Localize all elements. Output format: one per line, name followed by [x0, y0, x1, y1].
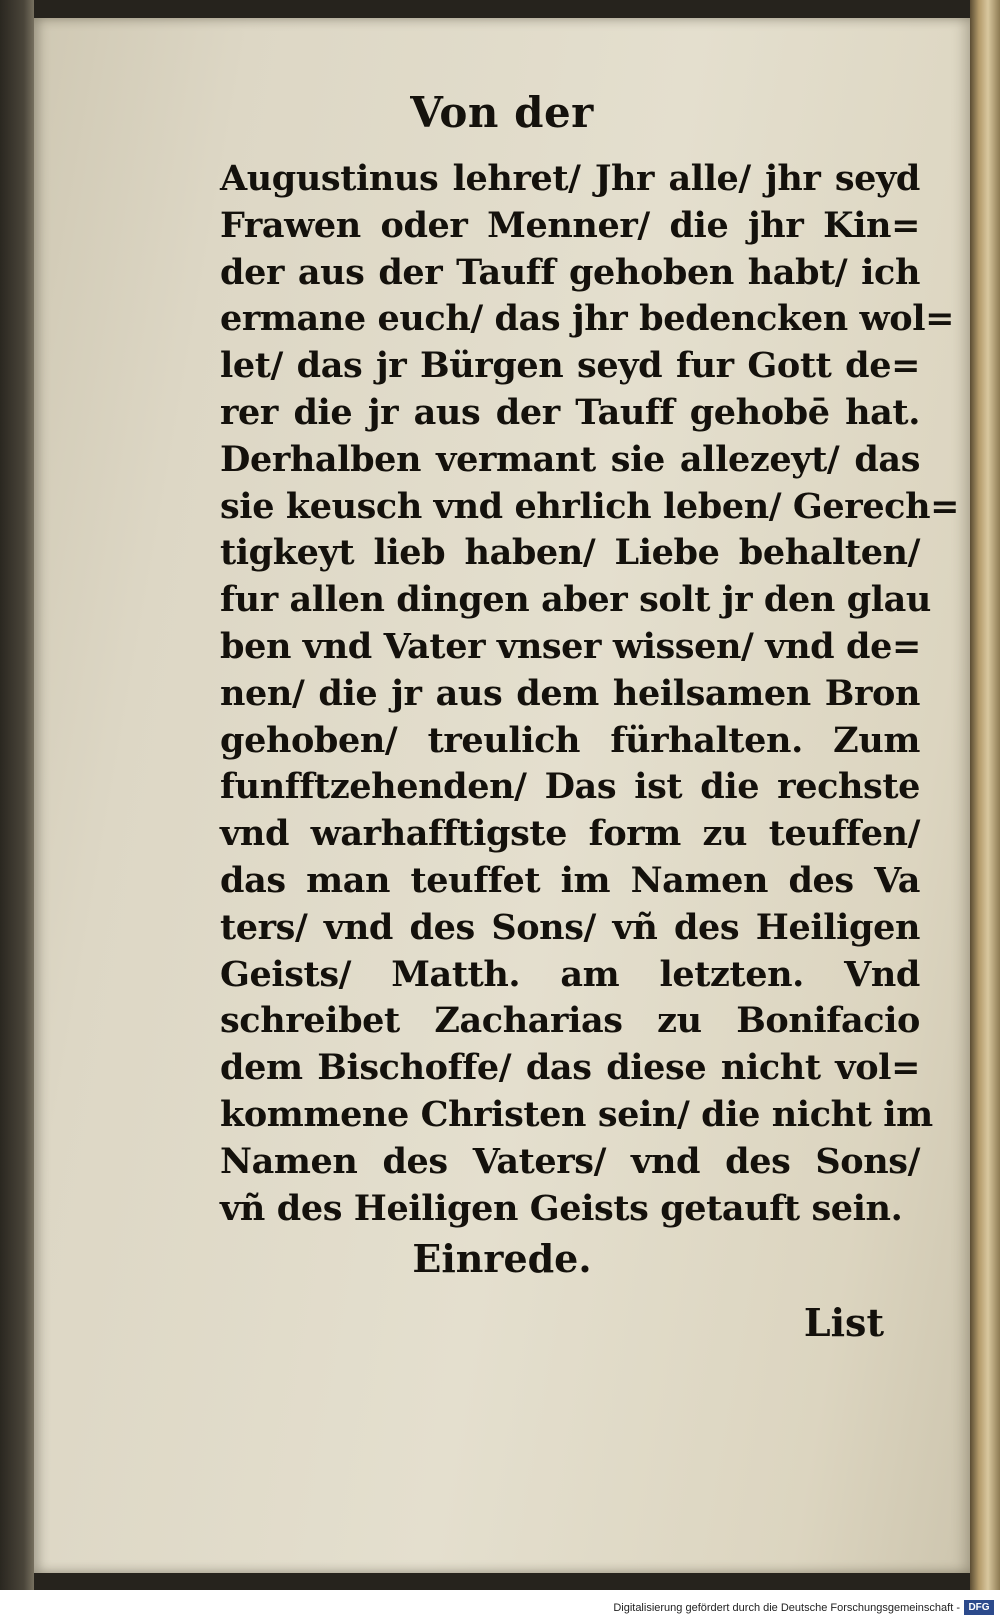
text-line: Augustinus lehret/ Jhr alle/ jhr seyd	[220, 158, 920, 199]
running-head: Von der	[410, 88, 594, 137]
funding-credit: Digitalisierung gefördert durch die Deutsche Forschungsgemeinschaft -	[613, 1602, 960, 1614]
text-line: dem Bischoffe/ das diese nicht vol=	[220, 1047, 920, 1089]
text-line: der aus der Tauff gehoben habt/ ich	[220, 251, 920, 293]
text-line: Frawen oder Menner/ die jhr Kin=	[220, 204, 920, 246]
text-line: Derhalben vermant sie allezeyt/ das	[220, 438, 920, 480]
text-line: tigkeyt lieb haben/ Liebe behalten/	[220, 532, 920, 574]
book-page	[34, 18, 970, 1573]
text-line: nen/ die jr aus dem heilsamen Bron	[220, 672, 920, 714]
catchword: List	[803, 1300, 884, 1345]
text-line: ters/ vnd des Sons/ vñ des Heiligen	[220, 906, 920, 948]
dfg-logo: DFG	[964, 1600, 994, 1615]
text-line: Namen des Vaters/ vnd des Sons/	[220, 1140, 920, 1182]
text-line: funfftzehenden/ Das ist die rechste	[220, 766, 920, 808]
text-line: schreibet Zacharias zu Bonifacio	[220, 1000, 920, 1042]
text-line: fur allen dingen aber solt jr den glau	[220, 579, 931, 621]
text-line: kommene Christen sein/ die nicht im	[220, 1093, 933, 1135]
text-line: ermane euch/ das jhr bedencken wol=	[220, 298, 955, 340]
text-line: vnd warhafftigste form zu teuffen/	[220, 813, 920, 855]
text-line: gehoben/ treulich fürhalten. Zum	[220, 719, 920, 761]
book-spine-edge	[0, 0, 34, 1590]
book-page-edges	[970, 0, 1000, 1590]
text-line: das man teuffet im Namen des Va	[220, 859, 920, 901]
text-line: rer die jr aus der Tauff gehobē hat.	[220, 391, 920, 433]
section-subheading: Einrede.	[412, 1236, 592, 1281]
body-text	[220, 156, 960, 1232]
text-line: let/ das jr Bürgen seyd fur Gott de=	[220, 345, 920, 387]
text-line: Geists/ Matth. am letzten. Vnd	[220, 953, 920, 995]
text-line: sie keusch vnd ehrlich leben/ Gerech=	[220, 485, 960, 527]
text-line: ben vnd Vater vnser wissen/ vnd de=	[220, 625, 921, 667]
text-line: vñ des Heiligen Geists getauft sein.	[220, 1187, 903, 1229]
